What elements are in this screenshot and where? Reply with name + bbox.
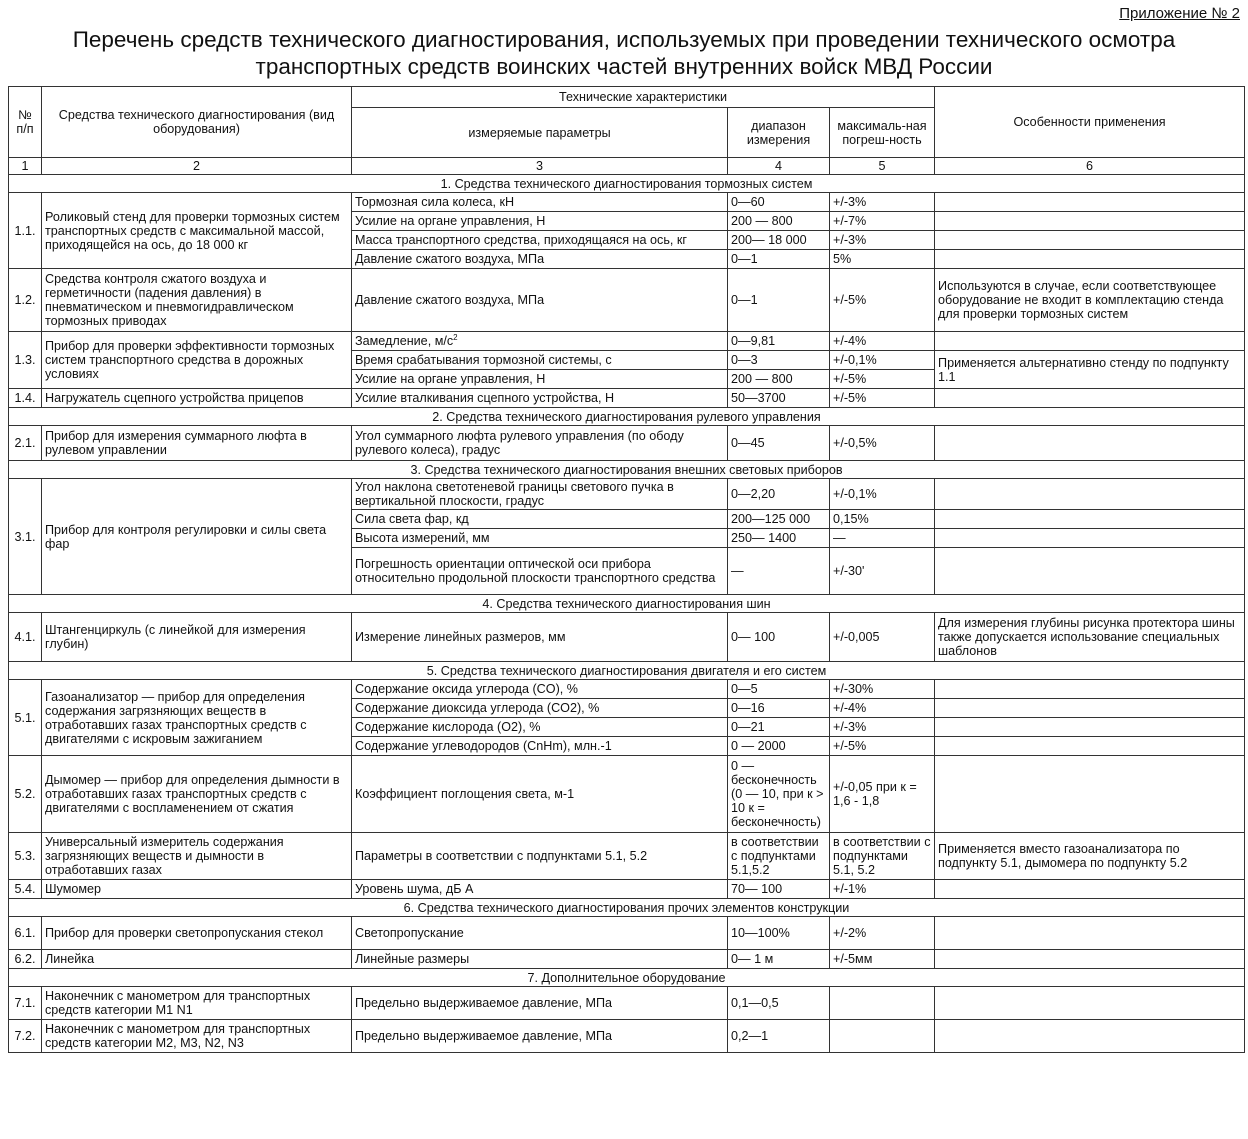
tool-name: Универсальный измеритель содержания загрязняющих веществ и дымности в отработавших газах (42, 833, 352, 880)
row-number: 5.4. (9, 880, 42, 899)
param-superscript: 2 (453, 332, 458, 342)
tool-name: Штангенциркуль (с линейкой для измерения глубин) (42, 613, 352, 662)
range: 0— 1 м (728, 950, 830, 969)
note (935, 548, 1245, 595)
param: Коэффициент поглощения света, м-1 (352, 756, 728, 833)
range: 0—1 (728, 250, 830, 269)
section-heading: 7. Дополнительное оборудование (9, 969, 1245, 987)
error: в соответствии с подпунктами 5.1, 5.2 (830, 833, 935, 880)
error: +/-5мм (830, 950, 935, 969)
error: +/-4% (830, 699, 935, 718)
note (935, 880, 1245, 899)
error: +/-30' (830, 548, 935, 595)
tool-name: Прибор для проверки эффективности тормозных систем транспортного средства в дорожных условиях (42, 332, 352, 389)
row-number: 7.2. (9, 1020, 42, 1053)
range: 0,1—0,5 (728, 987, 830, 1020)
row-number: 1.4. (9, 389, 42, 408)
title-line-2: транспортных средств воинских частей внутренних войск МВД России (255, 54, 993, 79)
colnum: 2 (42, 158, 352, 175)
row-number: 4.1. (9, 613, 42, 662)
row-number: 1.3. (9, 332, 42, 389)
row-number: 2.1. (9, 426, 42, 461)
error: +/-1% (830, 880, 935, 899)
row-number: 1.1. (9, 193, 42, 269)
colnum: 5 (830, 158, 935, 175)
header-range: диапазон измерения (728, 108, 830, 158)
range: 0—3 (728, 351, 830, 370)
row-number: 5.3. (9, 833, 42, 880)
colnum: 4 (728, 158, 830, 175)
error: +/-7% (830, 212, 935, 231)
error: +/-3% (830, 193, 935, 212)
table-row (9, 680, 1245, 699)
colnum: 6 (935, 158, 1245, 175)
note: Для измерения глубины рисунка протектора шины также допускается использование специальных шаблонов (935, 613, 1245, 662)
note (935, 718, 1245, 737)
param: Усилие на органе управления, Н (352, 212, 728, 231)
range: 200 — 800 (728, 212, 830, 231)
table-row (9, 880, 1245, 899)
param: Светопропускание (352, 917, 728, 950)
error: — (830, 529, 935, 548)
note (935, 987, 1245, 1020)
note (935, 529, 1245, 548)
error: +/-4% (830, 332, 935, 351)
tool-name: Дымомер — прибор для определения дымности в отработавших газах транспортных средств с двигателями с воспламенением от сжатия (42, 756, 352, 833)
range: 0—1 (728, 269, 830, 332)
note (935, 479, 1245, 510)
range: 0—9,81 (728, 332, 830, 351)
diagnostics-table (8, 86, 1245, 1053)
note: Применяется вместо газоанализатора по подпункту 5.1, дымомера по подпункту 5.2 (935, 833, 1245, 880)
param: Параметры в соответствии с подпунктами 5.1, 5.2 (352, 833, 728, 880)
range: 200—125 000 (728, 510, 830, 529)
tool-name: Прибор для контроля регулировки и силы света фар (42, 479, 352, 595)
error: +/-5% (830, 737, 935, 756)
error: +/-3% (830, 718, 935, 737)
header-error: максималь-ная погреш-ность (830, 108, 935, 158)
note (935, 1020, 1245, 1053)
table-row (9, 389, 1245, 408)
error (830, 1020, 935, 1053)
range: — (728, 548, 830, 595)
title-line-1: Перечень средств технического диагностирования, используемых при проведении технического осмотра (72, 27, 1176, 52)
param: Давление сжатого воздуха, МПа (352, 269, 728, 332)
param: Время срабатывания тормозной системы, с (352, 351, 728, 370)
error: +/-0,1% (830, 351, 935, 370)
range: 0—16 (728, 699, 830, 718)
page-title (0, 26, 1248, 80)
row-number: 5.2. (9, 756, 42, 833)
error: 5% (830, 250, 935, 269)
note (935, 737, 1245, 756)
note (935, 510, 1245, 529)
tool-name: Газоанализатор — прибор для определения содержания загрязняющих веществ в отработавших газах транспортных средств с двигателями с искровым зажиганием (42, 680, 352, 756)
param-text: Замедление, м/с (355, 334, 454, 348)
param: Измерение линейных размеров, мм (352, 613, 728, 662)
note (935, 250, 1245, 269)
param: Линейные размеры (352, 950, 728, 969)
section-heading: 4. Средства технического диагностирования шин (9, 595, 1245, 613)
table-row (9, 613, 1245, 662)
note (935, 699, 1245, 718)
range: 0,2—1 (728, 1020, 830, 1053)
error: +/-0,1% (830, 479, 935, 510)
appendix-label: Приложение № 2 (1119, 5, 1240, 22)
tool-name: Наконечник с манометром для транспортных средств категории M2, M3, N2, N3 (42, 1020, 352, 1053)
section-heading: 2. Средства технического диагностирования рулевого управления (9, 408, 1245, 426)
row-number: 6.2. (9, 950, 42, 969)
param: Содержание кислорода (O2), % (352, 718, 728, 737)
header-tech: Технические характеристики (352, 87, 935, 108)
range: 0— 100 (728, 613, 830, 662)
note (935, 193, 1245, 212)
table-row (9, 479, 1245, 510)
row-number: 3.1. (9, 479, 42, 595)
range: 50—3700 (728, 389, 830, 408)
range: 250— 1400 (728, 529, 830, 548)
param: Погрешность ориентации оптической оси прибора относительно продольной плоскости транспортного средства (352, 548, 728, 595)
range: 70— 100 (728, 880, 830, 899)
param: Угол наклона светотеневой границы светового пучка в вертикальной плоскости, градус (352, 479, 728, 510)
row-number: 7.1. (9, 987, 42, 1020)
param: Тормозная сила колеса, кН (352, 193, 728, 212)
tool-name: Роликовый стенд для проверки тормозных систем транспортных средств с максимальной массой, приходящейся на ось, до 18 000 кг (42, 193, 352, 269)
param: Масса транспортного средства, приходящаяся на ось, кг (352, 231, 728, 250)
section-heading: 6. Средства технического диагностирования прочих элементов конструкции (9, 899, 1245, 917)
note (935, 680, 1245, 699)
param (352, 332, 728, 351)
tool-name: Прибор для проверки светопропускания стекол (42, 917, 352, 950)
note (935, 756, 1245, 833)
table-row (9, 950, 1245, 969)
table-row (9, 269, 1245, 332)
param: Давление сжатого воздуха, МПа (352, 250, 728, 269)
row-number: 6.1. (9, 917, 42, 950)
table-row (9, 193, 1245, 212)
note (935, 389, 1245, 408)
range: 0—2,20 (728, 479, 830, 510)
header-num: № п/п (9, 87, 42, 158)
error: +/-5% (830, 389, 935, 408)
note (935, 332, 1245, 351)
error: +/-5% (830, 269, 935, 332)
section-heading: 5. Средства технического диагностирования двигателя и его систем (9, 662, 1245, 680)
note (935, 231, 1245, 250)
table-row (9, 332, 1245, 351)
table-row (9, 833, 1245, 880)
tool-name: Прибор для измерения суммарного люфта в рулевом управлении (42, 426, 352, 461)
param: Предельно выдерживаемое давление, МПа (352, 987, 728, 1020)
error: +/-5% (830, 370, 935, 389)
table-row (9, 756, 1245, 833)
column-numbers-row (9, 158, 1245, 175)
range: 0—5 (728, 680, 830, 699)
param: Уровень шума, дБ А (352, 880, 728, 899)
param: Предельно выдерживаемое давление, МПа (352, 1020, 728, 1053)
error: +/-2% (830, 917, 935, 950)
tool-name: Средства контроля сжатого воздуха и герметичности (падения давления) в пневматическом и пневмогидравлическом тормозных приводах (42, 269, 352, 332)
error: +/-0,005 (830, 613, 935, 662)
param: Усилие на органе управления, Н (352, 370, 728, 389)
range: в соответствии с подпунктами 5.1,5.2 (728, 833, 830, 880)
section-heading: 1. Средства технического диагностирования тормозных систем (9, 175, 1245, 193)
range: 0—21 (728, 718, 830, 737)
error: +/-0,5% (830, 426, 935, 461)
row-number: 1.2. (9, 269, 42, 332)
error: +/-0,05 при к = 1,6 - 1,8 (830, 756, 935, 833)
note: Применяется альтернативно стенду по подпункту 1.1 (935, 351, 1245, 389)
note: Используются в случае, если соответствующее оборудование не входит в комплектацию стенда для проверки тормозных систем (935, 269, 1245, 332)
table-row (9, 1020, 1245, 1053)
tool-name: Шумомер (42, 880, 352, 899)
range: 200 — 800 (728, 370, 830, 389)
tool-name: Наконечник с манометром для транспортных средств категории M1 N1 (42, 987, 352, 1020)
tool-name: Нагружатель сцепного устройства прицепов (42, 389, 352, 408)
note (935, 212, 1245, 231)
row-number: 5.1. (9, 680, 42, 756)
table-row (9, 917, 1245, 950)
header-tool: Средства технического диагностирования (вид оборудования) (42, 87, 352, 158)
error (830, 987, 935, 1020)
range: 0—60 (728, 193, 830, 212)
table-row (9, 987, 1245, 1020)
note (935, 950, 1245, 969)
param: Содержание оксида углерода (CO), % (352, 680, 728, 699)
colnum: 3 (352, 158, 728, 175)
range: 0 — 2000 (728, 737, 830, 756)
param: Угол суммарного люфта рулевого управления (по ободу рулевого колеса), градус (352, 426, 728, 461)
note (935, 426, 1245, 461)
range: 0—45 (728, 426, 830, 461)
range: 0 — бесконечность (0 — 10, при к > 10 к = бесконечность) (728, 756, 830, 833)
error: +/-3% (830, 231, 935, 250)
note (935, 917, 1245, 950)
param: Усилие вталкивания сцепного устройства, Н (352, 389, 728, 408)
range: 10—100% (728, 917, 830, 950)
header-params: измеряемые параметры (352, 108, 728, 158)
param: Содержание диоксида углерода (CO2), % (352, 699, 728, 718)
header-features: Особенности применения (935, 87, 1245, 158)
param: Высота измерений, мм (352, 529, 728, 548)
header-row (9, 87, 1245, 108)
param: Содержание углеводородов (CnHm), млн.-1 (352, 737, 728, 756)
range: 200— 18 000 (728, 231, 830, 250)
error: 0,15% (830, 510, 935, 529)
error: +/-30% (830, 680, 935, 699)
section-heading: 3. Средства технического диагностирования внешних световых приборов (9, 461, 1245, 479)
colnum: 1 (9, 158, 42, 175)
param: Сила света фар, кд (352, 510, 728, 529)
tool-name: Линейка (42, 950, 352, 969)
table-row (9, 426, 1245, 461)
